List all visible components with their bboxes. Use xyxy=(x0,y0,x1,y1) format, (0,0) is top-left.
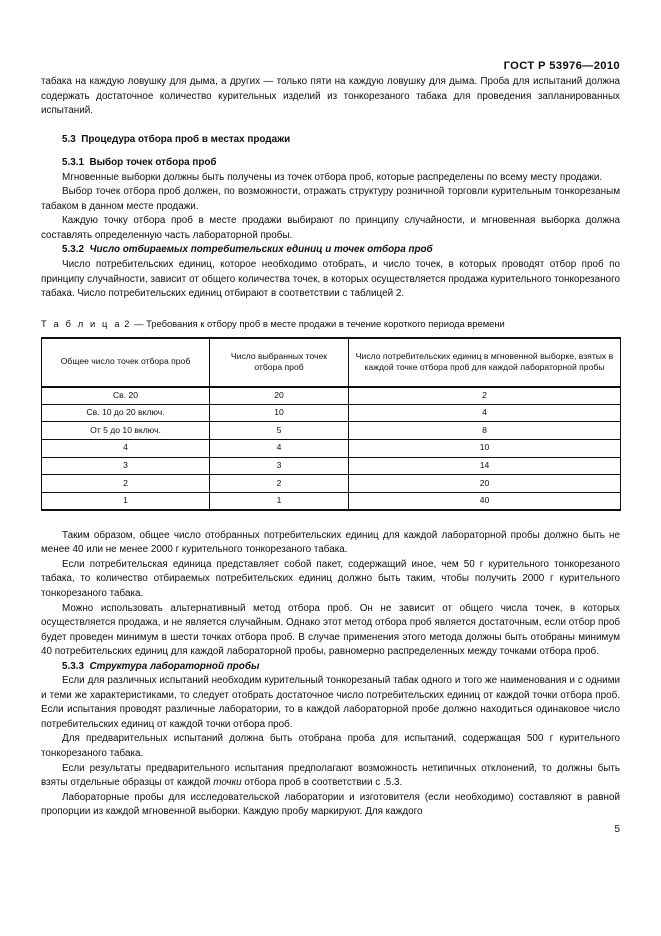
clause-title: Выбор точек отбора проб xyxy=(89,157,217,169)
paragraph-5-3-2-a: Число потребительских единиц, которое необходимо отобрать, и число точек, в которых проводят отбор проб по принципу случайности, зависит от общего количества точек, в которых осуществляется продажа курительного тонкорезаного табака. Число потребительских единиц отбирают в соответствии с таблицей 2. xyxy=(41,259,620,300)
table-caption-label: Т а б л и ц а xyxy=(41,317,122,329)
cell-selected-points: 2 xyxy=(210,475,349,493)
paragraph-5-3-3-b: Для предварительных испытаний должна быть отобрана проба для испытаний, содержащая 500 г курительного тонкорезаного табака. xyxy=(41,733,620,760)
paragraph-5-3-3-c-part1: Если результаты предварительного испытания предполагают возможность нетипичных отклонений, то должны быть взяты отдельные образцы от каждой xyxy=(41,762,620,789)
cell-units-per-point: 14 xyxy=(349,457,621,475)
spacer xyxy=(41,147,620,156)
table-row xyxy=(42,439,621,457)
page-content xyxy=(41,57,620,820)
clause-title: Число отбираемых потребительских единиц и точек отбора проб xyxy=(89,244,433,256)
cell-total-points: От 5 до 10 включ. xyxy=(42,422,210,440)
intro-paragraph: табака на каждую ловушку для дыма, а других — только пяти на каждую ловушку для дыма. Проба для испытаний должна содержать достаточное количество курительных изделий из тонкорезаного табака для проведения запланированных испытаний. xyxy=(41,76,620,117)
table-2 xyxy=(41,337,621,511)
cell-selected-points: 10 xyxy=(210,404,349,422)
cell-units-per-point: 8 xyxy=(349,422,621,440)
table-body xyxy=(42,387,621,510)
table-row xyxy=(42,387,621,405)
standard-reference: ГОСТ Р 53976—2010 xyxy=(503,60,620,72)
cell-total-points: 1 xyxy=(42,492,210,510)
clause-title: Структура лабораторной пробы xyxy=(89,660,260,672)
cell-units-per-point: 2 xyxy=(349,387,621,405)
paragraph-5-3-3-c xyxy=(41,762,620,791)
paragraph-5-3-1-c: Каждую точку отбора проб в месте продажи выбирают по принципу случайности, и мгновенная выборка должна составлять определенную часть лабораторной пробы. xyxy=(41,215,620,241)
cell-selected-points: 3 xyxy=(210,457,349,475)
cell-total-points: Св. 20 xyxy=(42,387,210,405)
spacer xyxy=(41,302,620,317)
clause-heading-5-3-2 xyxy=(41,243,620,258)
cell-units-per-point: 40 xyxy=(349,492,621,510)
cell-units-per-point: 20 xyxy=(349,475,621,493)
clause-number: 5.3 xyxy=(62,133,76,145)
table-row xyxy=(42,457,621,475)
cell-total-points: Св. 10 до 20 включ. xyxy=(42,404,210,422)
table-row xyxy=(42,492,621,510)
cell-selected-points: 5 xyxy=(210,422,349,440)
paragraph-5-3-3-a: Если для различных испытаний необходим курительный тонкорезаный табак одного и того же наименования и с одними и теми же характеристиками, то следует отобрать достаточное число потребительских единиц от каждой точки отбора проб. Если испытания проводят различные лаборатории, то в каждой лабораторной пробе должно находиться одинаковое число потребительских единиц от каждой точки отбора проб. xyxy=(41,675,620,730)
emphasized-term-tochki: точки xyxy=(213,777,242,789)
table-caption-text: Требования к отбору проб в месте продажи в течение короткого периода времени xyxy=(146,317,505,329)
clause-heading-5-3-1 xyxy=(41,156,620,171)
cell-selected-points: 20 xyxy=(210,387,349,405)
cell-selected-points: 4 xyxy=(210,439,349,457)
paragraph-after-table-c: Можно использовать альтернативный метод отбора проб. Он не зависит от общего числа точек, в которых осуществляется продажа, и не является случайным. Однако этот метод отбора проб является достаточным, если отбор проб будет проведен минимум в шести точках отбора проб. В случае применения этого метода должны быть отобраны минимум 40 потребительских единиц для каждой лабораторной пробы, равномерно распределенных между точками отбора проб. xyxy=(41,602,620,658)
running-header xyxy=(41,57,620,75)
clause-heading-5-3 xyxy=(41,133,620,148)
column-header-total-points: Общее число точек отбора проб xyxy=(42,338,210,387)
column-header-units-per-point: Число потребительских единиц в мгновенной выборке, взятых в каждой точке отбора проб для каждой лабораторной пробы xyxy=(349,338,621,387)
spacer xyxy=(41,330,620,337)
page-number: 5 xyxy=(614,824,620,835)
column-header-selected-points: Число выбранных точек отбора проб xyxy=(210,338,349,387)
cell-selected-points: 1 xyxy=(210,492,349,510)
table-caption-dash: — xyxy=(134,317,144,329)
clause-number: 5.3.1 xyxy=(62,157,84,169)
table-2-caption xyxy=(41,317,620,330)
clause-number: 5.3.3 xyxy=(62,660,84,672)
cell-units-per-point: 4 xyxy=(349,404,621,422)
spacer xyxy=(41,119,620,133)
table-header-row xyxy=(42,338,621,387)
spacer xyxy=(41,511,620,529)
table-caption-number: 2 xyxy=(124,317,132,329)
clause-heading-5-3-3 xyxy=(41,660,620,675)
paragraph-5-3-1-b: Выбор точек отбора проб должен, по возможности, отражать структуру розничной торговли курительным тонкорезаным табаком в данном месте продажи. xyxy=(41,186,620,212)
paragraph-after-table-a: Таким образом, общее число отобранных потребительских единиц для каждой лабораторной пробы должно быть не менее 40 или не менее 2000 г курительного тонкорезаного табака. xyxy=(41,529,620,556)
paragraph-5-3-3-d: Лабораторные пробы для исследовательской лаборатории и изготовителя (если необходимо) составляют в равной пропорции из каждой мгновенной выборки. Каждую пробу маркируют. Для каждого xyxy=(41,791,620,818)
cell-total-points: 2 xyxy=(42,475,210,493)
table-row xyxy=(42,475,621,493)
cell-total-points: 3 xyxy=(42,457,210,475)
table-row xyxy=(42,422,621,440)
paragraph-after-table-b: Если потребительская единица представляет собой пакет, содержащий иное, чем 50 г курительного тонкорезаного табака, то количество отбираемых потребительских единиц должно быть таким, чтобы получить 2000 г курительного тонкорезаного табака. xyxy=(41,558,620,599)
cell-total-points: 4 xyxy=(42,439,210,457)
clause-number: 5.3.2 xyxy=(62,244,84,256)
paragraph-5-3-3-c-part2: отбора проб в соответствии с .5.3. xyxy=(241,777,403,789)
cell-units-per-point: 10 xyxy=(349,439,621,457)
table-row xyxy=(42,404,621,422)
clause-title: Процедура отбора проб в местах продажи xyxy=(81,133,291,145)
paragraph-5-3-1-a: Мгновенные выборки должны быть получены из точек отбора проб, которые распределены по всему месту продажи. xyxy=(62,171,603,183)
